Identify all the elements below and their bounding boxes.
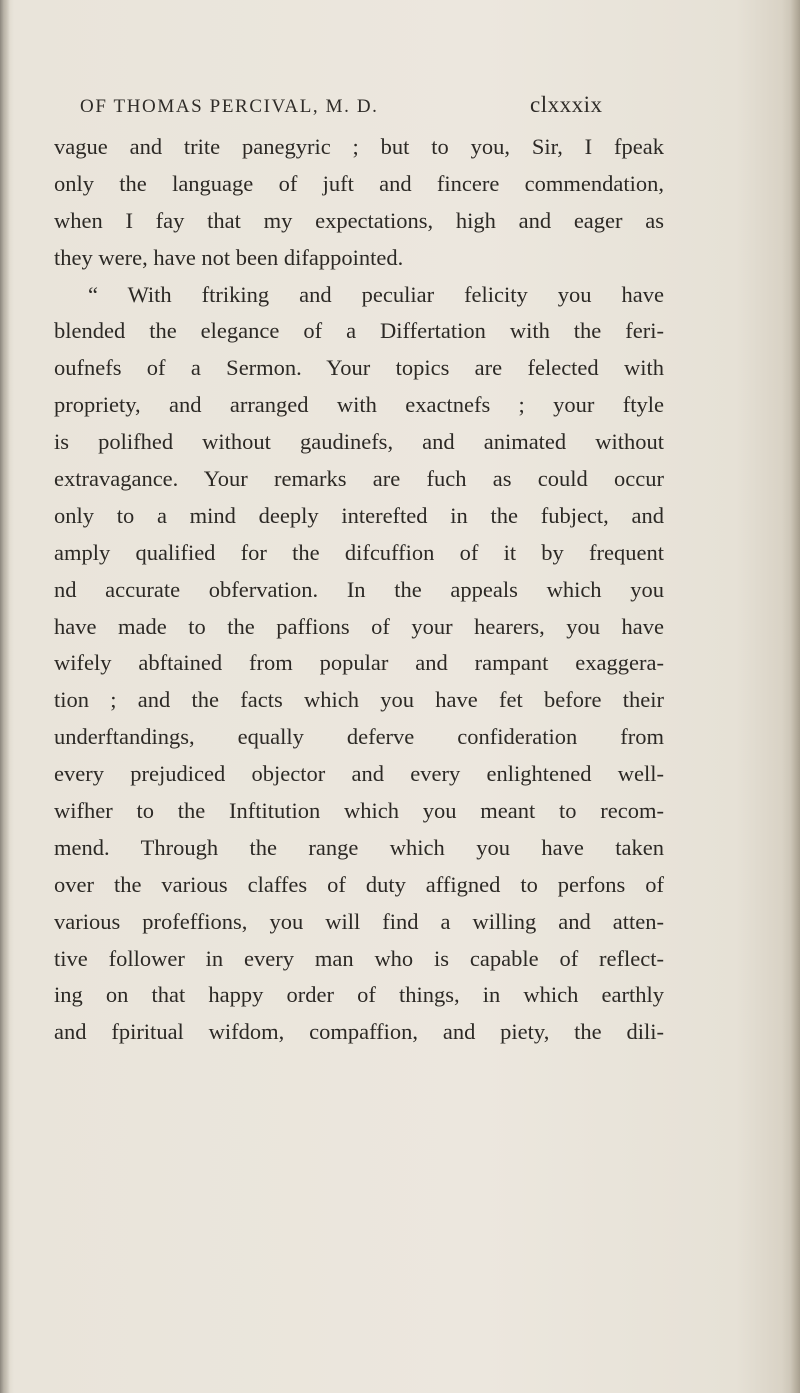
text-line: is polifhed without gaudinefs, and animated without xyxy=(54,429,664,455)
running-head-title: OF THOMAS PERCIVAL, M. D. xyxy=(80,96,379,117)
text-line: amply qualified for the difcuffion of it by frequent xyxy=(54,539,664,565)
text-line: over the various claffes of duty affigned to perfons of xyxy=(54,871,664,897)
text-line: ing on that happy order of things, in which earthly xyxy=(54,982,664,1008)
text-line: various profeffions, you will find a willing and atten- xyxy=(54,908,664,934)
gutter-shadow xyxy=(0,0,10,1393)
text-line: extravagance. Your remarks are fuch as could occur xyxy=(54,466,664,492)
body-text xyxy=(54,129,664,1051)
text-line: have made to the paffions of your hearers, you have xyxy=(54,613,664,639)
text-line: tive follower in every man who is capable of reflect- xyxy=(54,945,664,971)
text-line: every prejudiced objector and every enlightened well- xyxy=(54,761,664,787)
text-line: propriety, and arranged with exactnefs ; your ftyle xyxy=(54,392,664,418)
text-line: wifher to the Inftitution which you meant to recom- xyxy=(54,798,664,824)
text-line: tion ; and the facts which you have fet before their xyxy=(54,687,664,713)
text-line: underftandings, equally deferve confideration from xyxy=(54,724,664,750)
text-line: mend. Through the range which you have taken xyxy=(54,834,664,860)
text-line: wifely abftained from popular and rampant exaggera- xyxy=(54,650,664,676)
text-line: oufnefs of a Sermon. Your topics are felected with xyxy=(54,355,664,381)
page-edge xyxy=(782,0,800,1393)
text-line: “ With ftriking and peculiar felicity you have xyxy=(88,281,664,307)
text-line: only to a mind deeply interefted in the fubject, and xyxy=(54,502,664,528)
text-line: only the language of juft and fincere commendation, xyxy=(54,170,664,196)
text-line: when I fay that my expectations, high and eager as xyxy=(54,207,664,233)
text-line: they were, have not been difappointed. xyxy=(54,244,404,270)
page-number: clxxxix xyxy=(530,92,603,117)
text-line: and fpiritual wifdom, compaffion, and piety, the dili- xyxy=(54,1019,664,1045)
text-line: nd accurate obfervation. In the appeals which you xyxy=(54,576,664,602)
text-line: vague and trite panegyric ; but to you, Sir, I fpeak xyxy=(54,134,664,159)
text-line: blended the elegance of a Differtation with the feri- xyxy=(54,318,664,344)
